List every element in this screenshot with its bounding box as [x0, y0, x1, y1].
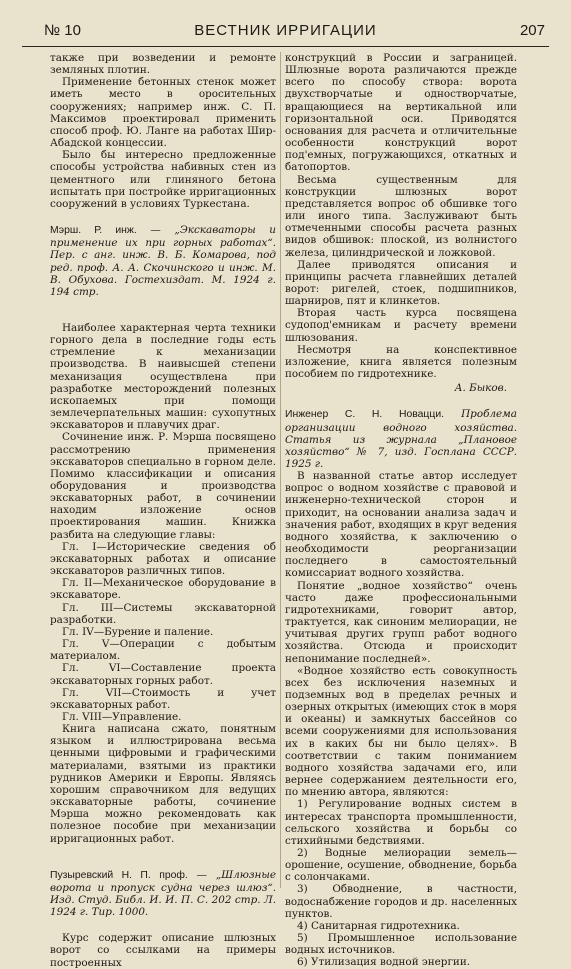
paragraph: Книга написана сжато, понятным языком и иллюстрирована весьма ценными цифровыми и графическими материалами, взятыми из практики рудников Америки и Европы. Являясь хорошим справочником для ведущих экскаваторные работы, сочинение Мэрша можно рекомендовать как полезное пособие при механизации ирригационных работ.	[50, 723, 276, 845]
review-bibliography: — „Экскаваторы и применение их при горных работах“. Пер. с анг. инж. В. Б. Комарова, под ред. проф. А. А. Скочинского и инж. М. В. Обухова. Гостехиздат. М. 1924 г. 194 стр.	[50, 224, 276, 298]
paragraph: Весьма существенным для конструкции шлюзных ворот представляется вопрос об обшивке того или иного типа. Заслуживают быть отмеченными способы расчета разных видов обшивок: плоской, из волнистого железа, цилиндрической и ложковой.	[285, 173, 517, 259]
chapter-item: Гл. V—Операции с добытым материалом.	[50, 638, 276, 663]
list-item: 6) Утилизация водной энергии.	[297, 956, 471, 969]
chapter-item: Гл. II—Механическое оборудование в экскаваторе.	[50, 577, 276, 602]
chapter-item: Гл. VIII—Управление.	[62, 710, 182, 723]
paragraph: «Водное хозяйство есть совокупность всех без исключения наземных и подземных вод в пределах речных и озерных открытых (имеющих сток в моря и океаны) и замкнутых бассейнов со всеми сооружениями для использования их в каких бы ни было целях». В соответствии с таким пониманием водного хозяйства задачами его, или вернее содержанием деятельности его, по мнению автора, являются:	[285, 664, 517, 799]
chapter-item: Гл. VI—Составление проекта экскаваторных горных работ.	[50, 662, 276, 687]
review-heading	[285, 408, 517, 470]
left-column	[50, 52, 277, 969]
journal-title: ВЕСТНИК ИРРИГАЦИИ	[194, 22, 377, 39]
reviewer-signature: А. Быков.	[454, 382, 507, 395]
list-item: 3) Обводнение, в частности, водоснабжение городов и др. населенных пунктов.	[285, 883, 517, 920]
paragraph: Было бы интересно предложенные способы устройства набивных стен из цементного или глиняного бетона испытать при постройке ирригационных сооружений в условиях Туркестана.	[50, 149, 276, 210]
paragraph: также при возведении и ремонте земляных плотин.	[50, 52, 276, 77]
right-column	[285, 52, 518, 969]
review-bibliography: — „Шлюзные ворота и пропуск судна через шлюз“. Изд. Студ. Библ. И. И. П. С. 202 стр. Л. 1924 г. Тир. 1000.	[50, 868, 277, 919]
list-item: 4) Санитарная гидротехника.	[297, 919, 460, 932]
paragraph: Понятие „водное хозяйство“ очень часто даже профессиональными гидротехниками, говорит автор, трактуется, как синоним мелиорации, не учитывая других групп работ водного хозяйства. Отсюда и происходит непонимание последней».	[285, 579, 517, 665]
list-item: 1) Регулирование водных систем в интересах транспорта промышленности, сельского хозяйства и борьбы со стихийными бедствиями.	[285, 798, 517, 847]
chapter-item: Гл. III—Системы экскаваторной разработки.	[50, 601, 276, 626]
column-divider	[280, 52, 281, 888]
page-number: 207	[519, 22, 545, 39]
paragraph: Наиболее характерная черта техники горного дела в последние годы есть стремление к механизации производства. В наивысшей степени механизация осуществлена при разработке месторождений полезных ископаемых при помощи землечерпательных машин: сухопутных экскаваторов и плавучих драг.	[50, 321, 276, 432]
review-heading	[50, 224, 276, 298]
review-heading	[50, 869, 276, 919]
paragraph: Несмотря на конспективное изложение, книга является полезным пособием по гидротехнике.	[285, 343, 517, 381]
list-item: 2) Водные мелиорации земель—орошение, осушение, обводнение, борьба с солончаками.	[285, 847, 517, 884]
review-author: Мэрш. Р. инж.	[50, 225, 137, 237]
list-item: 5) Промышленное использование водных источников.	[285, 932, 517, 957]
paragraph: Далее приводятся описания и принципы расчета главнейших деталей ворот: ригелей, стоек, подшипников, шарниров, пят и клинкетов.	[285, 258, 517, 308]
issue-number: № 10	[44, 22, 81, 39]
running-header	[22, 22, 549, 47]
paragraph: Применение бетонных стенок может иметь место в оросительных сооружениях; например инж. С. П. Максимов проектировал применить способ проф. Ю. Ланге на работах Шир-Абадской концессии.	[50, 76, 276, 150]
paragraph: Курс содержит описание шлюзных ворот со ссылками на примеры построенных	[50, 932, 276, 969]
review-bibliography: Проблема организации водного хозяйства. Статья из журнала „Плановое хозяйство“ № 7, изд. Госплана СССР. 1925 г.	[285, 408, 517, 470]
paragraph: Вторая часть курса посвящена судопод'емникам и расчету времени шлюзования.	[285, 307, 517, 344]
chapter-item: Гл. I—Исторические сведения об экскаваторных работах и описание экскаваторов различных типов.	[50, 540, 276, 578]
review-author: Пузыревский Н. П. проф.	[50, 869, 188, 881]
chapter-item: Гл. IV—Бурение и паление.	[62, 625, 214, 638]
paragraph: конструкций в России и заграницей. Шлюзные ворота различаются прежде всего по способу створа: ворота двухстворчатые и одностворчатые, вращающиеся на вертикальной или горизонтальной оси. Приводятся основания для расчета и отличительные особенности конструкций ворот под'емных, погружающихся, откатных и батопортов.	[285, 52, 517, 174]
paragraph: В названной статье автор исследует вопрос о водном хозяйстве с правовой и инженерно-технической сторон и приходит, на основании анализа задач и значения работ, входящих в круг ведения водного хозяйства, к заключению о необходимости реорганизации последнего в самостоятельный комиссариат водного хозяйства.	[285, 470, 518, 580]
paragraph: Сочинение инж. Р. Мэрша посвящено рассмотрению применения экскаваторов специально в горном деле. Помимо классификации и описания оборудования и производства экскаваторных работ, в сочинении находим изложение основ проектирования машин. Книжка разбита на следующие главы:	[50, 431, 276, 541]
chapter-item: Гл. VII—Стоимость и учет экскаваторных работ.	[50, 686, 276, 711]
review-author: Инженер С. Н. Новацци.	[285, 409, 445, 421]
